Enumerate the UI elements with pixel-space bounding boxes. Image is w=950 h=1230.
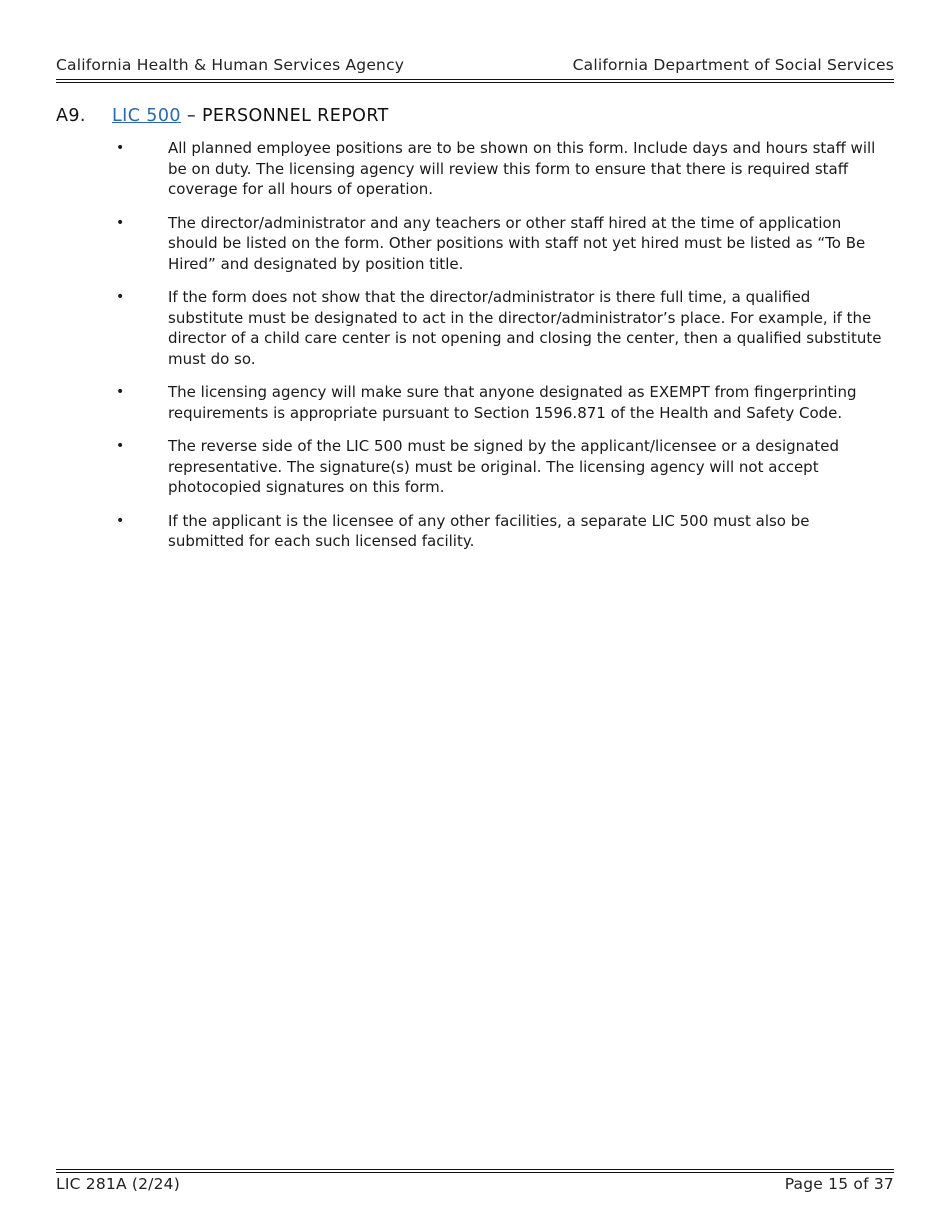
header-department: California Department of Social Services [572,56,894,74]
bullet-text: The reverse side of the LIC 500 must be signed by the applicant/licensee or a designated representative. The signature(s) must be original. The licensing agency will not accept photocopied signatures on this form. [168,437,839,496]
list-item [56,382,890,423]
bullet-list [56,138,890,552]
list-item [56,138,890,200]
list-item [56,511,890,552]
page-header [56,52,894,74]
section-number: A9. [56,106,86,126]
bullet-icon: • [116,140,125,156]
page-footer [56,1175,894,1193]
bullet-icon: • [116,214,125,231]
bullet-text: The director/administrator and any teachers or other staff hired at the time of application should be listed on the form. Other positions with staff not yet hired must be listed as “To Be Hired” and designated by position title. [168,213,866,273]
footer-page-number: Page 15 of 37 [784,1175,894,1193]
header-agency: California Health & Human Services Agency [56,56,405,74]
bullet-text: The licensing agency will make sure that anyone designated as EXEMPT from fingerprinting requirements is appropriate pursuant to Section 1596.871 of the Health and Safety Code. [168,383,857,422]
list-item [56,213,890,275]
header-rule [56,79,894,83]
bullet-text: All planned employee positions are to be shown on this form. Include days and hours staff will be on duty. The licensing agency will review this form to ensure that there is required staff coverage for all hours of operation. [168,139,876,198]
list-item [56,436,890,498]
bullet-icon: • [116,384,125,400]
footer-rule [56,1169,894,1173]
bullet-text: If the applicant is the licensee of any other facilities, a separate LIC 500 must also be submitted for each such licensed facility. [168,511,810,550]
section-heading [56,106,890,126]
footer-form-id: LIC 281A (2/24) [56,1175,180,1193]
lic-500-link[interactable]: LIC 500 [112,106,181,126]
bullet-icon: • [116,512,125,529]
list-item [56,287,890,369]
bullet-text: If the form does not show that the director/administrator is there full time, a qualified substitute must be designated to act in the director/administrator’s place. For example, if the director of a child care center is not opening and closing the center, then a qualified substitute must do so. [168,288,882,368]
section-title: – PERSONNEL REPORT [180,106,389,126]
bullet-icon: • [116,289,125,305]
section-a9 [56,106,890,565]
bullet-icon: • [116,438,125,454]
